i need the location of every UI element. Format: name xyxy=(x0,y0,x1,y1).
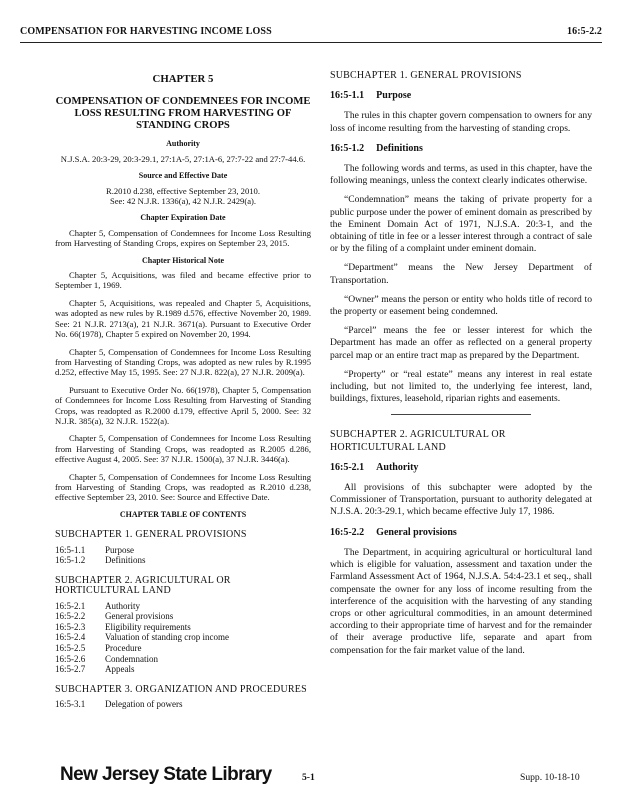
header-section: 16:5-2.2 xyxy=(567,26,602,37)
section-title: Authority xyxy=(376,461,419,473)
toc-number: 16:5-1.2 xyxy=(55,555,86,566)
toc-subchapter-1: SUBCHAPTER 1. GENERAL PROVISIONS xyxy=(55,529,247,541)
expiration-text: Chapter 5, Compensation of Condemnees for Income Loss Resulting from Harvesting of Standing Crops, expires on September 23, 2015. xyxy=(55,227,311,249)
right-column xyxy=(330,64,592,664)
definition-department: “Department” means the New Jersey Department of Transportation. xyxy=(330,262,592,286)
toc-title: General provisions xyxy=(105,611,174,622)
toc-title: Purpose xyxy=(105,544,134,555)
authority-heading: Authority xyxy=(166,139,200,149)
chapter-title: COMPENSATION OF CONDEMNEES FOR INCOME LOSS RESULTING FROM HARVESTING OF STANDING CROPS xyxy=(55,96,311,132)
toc-title: Eligibility requirements xyxy=(105,621,191,632)
section-16-5-1-1-heading xyxy=(330,90,592,102)
section-title: Purpose xyxy=(376,90,412,102)
history-note-2: Chapter 5, Acquisitions, was repealed and Chapter 5, Acquisitions, was adopted as new rules by R.1989 d.576, effective November 20, 1989. See: 21 N.J.R. 2713(a), 21 N.J.R. 3671(a). Pursuant to Executive Order No. 66(1978), Chapter 5 expired on November 20, 1994. xyxy=(55,297,311,340)
section-16-5-1-2-heading xyxy=(330,143,592,155)
toc-number: 16:5-2.7 xyxy=(55,664,86,675)
section-16-5-2-1-heading xyxy=(330,462,592,474)
toc-number: 16:5-3.1 xyxy=(55,699,86,710)
toc-number: 16:5-2.4 xyxy=(55,632,86,643)
toc-title: Definitions xyxy=(105,555,146,566)
history-note-6: Chapter 5, Compensation of Condemnees for Income Loss Resulting from Harvesting of Standing Crops, was readopted as R.2010 d.238, effective September 23, 2010. See: Source and Effective Date. xyxy=(55,471,311,503)
toc-list-3 xyxy=(55,699,311,710)
header-rule xyxy=(20,42,602,43)
left-column xyxy=(55,64,311,716)
section-divider xyxy=(391,414,531,415)
toc-number: 16:5-2.3 xyxy=(55,621,86,632)
toc-list-1 xyxy=(55,545,311,566)
library-logo: New Jersey State Library xyxy=(60,764,272,785)
subchapter-1-heading: SUBCHAPTER 1. GENERAL PROVISIONS xyxy=(330,70,522,81)
source-heading: Source and Effective Date xyxy=(138,171,228,181)
history-note-1: Chapter 5, Acquisitions, was filed and became effective prior to September 1, 1969. xyxy=(55,270,311,291)
toc-title: Condemnation xyxy=(105,653,158,664)
history-heading: Chapter Historical Note xyxy=(141,255,225,265)
definition-parcel: “Parcel” means the fee or lesser interest for which the Department has made an offer as reflected on a general property parcel map or an entire tract map as prepared by the Department. xyxy=(330,325,592,361)
header-title: COMPENSATION FOR HARVESTING INCOME LOSS xyxy=(20,26,272,37)
section-title: General provisions xyxy=(376,526,457,538)
chapter-number: CHAPTER 5 xyxy=(152,73,214,85)
authority-text: N.J.S.A. 20:3-29, 20:3-29.1, 27:1A-5, 27:1A-6, 27:7-22 and 27:7-44.6. xyxy=(60,153,306,164)
purpose-text: The rules in this chapter govern compensation to owners for any loss of income resulting from the harvesting of standing crops. xyxy=(330,110,592,134)
history-note-5: Chapter 5, Compensation of Condemnees for Income Loss Resulting from Harvesting of Standing Crops, was readopted as R.2005 d.286, effective August 4, 2005. See: 37 N.J.R. 1500(a), 37 N.J.R. 3446(a). xyxy=(55,433,311,465)
section-title: Definitions xyxy=(376,142,423,154)
general-provisions-text: The Department, in acquiring agricultural or horticultural land which is eligible for valuation, assessment and taxation under the Farmland Assessment Act of 1964, N.J.S.A. 54:4-23.1 et seq., shall compensate the owner for any loss of income resulting from the interference of the acquisition with the harvesting of any standing crops or other agricultural commodities, in an amount determined according to their appropriate time of harvest and for the remainder of their average productive life, separate and apart from compensation for the fair market value of the land. xyxy=(330,546,592,656)
toc-heading: CHAPTER TABLE OF CONTENTS xyxy=(119,509,247,519)
definition-owner: “Owner” means the person or entity who holds title of record to the property or easement being condemned. xyxy=(330,293,592,318)
toc-subchapter-2: SUBCHAPTER 2. AGRICULTURAL OR HORTICULTURAL LAND xyxy=(55,574,231,597)
authority-section-text: All provisions of this subchapter were adopted by the Commissioner of Transportation, pursuant to authority delegated at N.J.S.A. 20:3-29.1, which became effective July 17, 1986. xyxy=(330,482,592,518)
definition-property: “Property” or “real estate” means any interest in real estate including, but not limited to, the underlying fee interest, land, buildings, fixtures, leasehold, riparian rights and easements. xyxy=(330,368,592,405)
toc-title: Delegation of powers xyxy=(105,699,183,710)
page-number: 5-1 xyxy=(302,772,315,783)
source-line-1: R.2010 d.238, effective September 23, 2010. xyxy=(105,185,261,196)
toc-title: Authority xyxy=(105,600,140,611)
history-note-4: Pursuant to Executive Order No. 66(1978), Chapter 5, Compensation of Condemnees for Income Loss Resulting from Harvesting of Standing Crops, was readopted as R.2000 d.179, effective April 5, 2000. See: 32 N.J.R. 385(a), 32 N.J.R. 1522(a). xyxy=(55,384,311,426)
toc-title: Appeals xyxy=(105,664,135,675)
subchapter-2-heading: SUBCHAPTER 2. AGRICULTURAL OR HORTICULTURAL LAND xyxy=(330,429,506,453)
section-number: 16:5-1.1 xyxy=(330,90,365,102)
section-number: 16:5-2.1 xyxy=(330,461,365,473)
running-header xyxy=(20,26,602,40)
toc-title: Procedure xyxy=(105,642,142,653)
toc-subchapter-3: SUBCHAPTER 3. ORGANIZATION AND PROCEDURES xyxy=(55,683,307,695)
section-number: 16:5-2.2 xyxy=(330,526,365,538)
expiration-heading: Chapter Expiration Date xyxy=(140,213,226,223)
toc-number: 16:5-2.1 xyxy=(55,600,86,611)
toc-number: 16:5-2.2 xyxy=(55,611,86,622)
toc-title: Valuation of standing crop income xyxy=(105,632,229,643)
source-line-2: See: 42 N.J.R. 1336(a), 42 N.J.R. 2429(a). xyxy=(109,196,257,207)
definitions-intro: The following words and terms, as used in this chapter, have the following meanings, unless the context clearly indicates otherwise. xyxy=(330,163,592,187)
section-number: 16:5-1.2 xyxy=(330,142,365,154)
definition-condemnation: “Condemnation” means the taking of private property for a public purpose under the power of eminent domain as prescribed by the Eminent Domain Act of 1971, N.J.S.A. 20:3-1, and the obtaining of title in fee or a lesser interest through a contract of sale or by the filing of a complaint under eminent domain. xyxy=(330,194,592,255)
toc-number: 16:5-2.5 xyxy=(55,642,86,653)
toc-number: 16:5-2.6 xyxy=(55,653,86,664)
history-note-3: Chapter 5, Compensation of Condemnees for Income Loss Resulting from Harvesting of Standing Crops, was adopted as new rules by R.1995 d.252, effective May 15, 1995. See: 27 N.J.R. 822(a), 27 N.J.R. 2009(a). xyxy=(55,346,311,378)
toc-number: 16:5-1.1 xyxy=(55,544,86,555)
section-16-5-2-2-heading xyxy=(330,527,592,539)
supplement-date: Supp. 10-18-10 xyxy=(520,772,580,783)
toc-list-2 xyxy=(55,601,311,675)
